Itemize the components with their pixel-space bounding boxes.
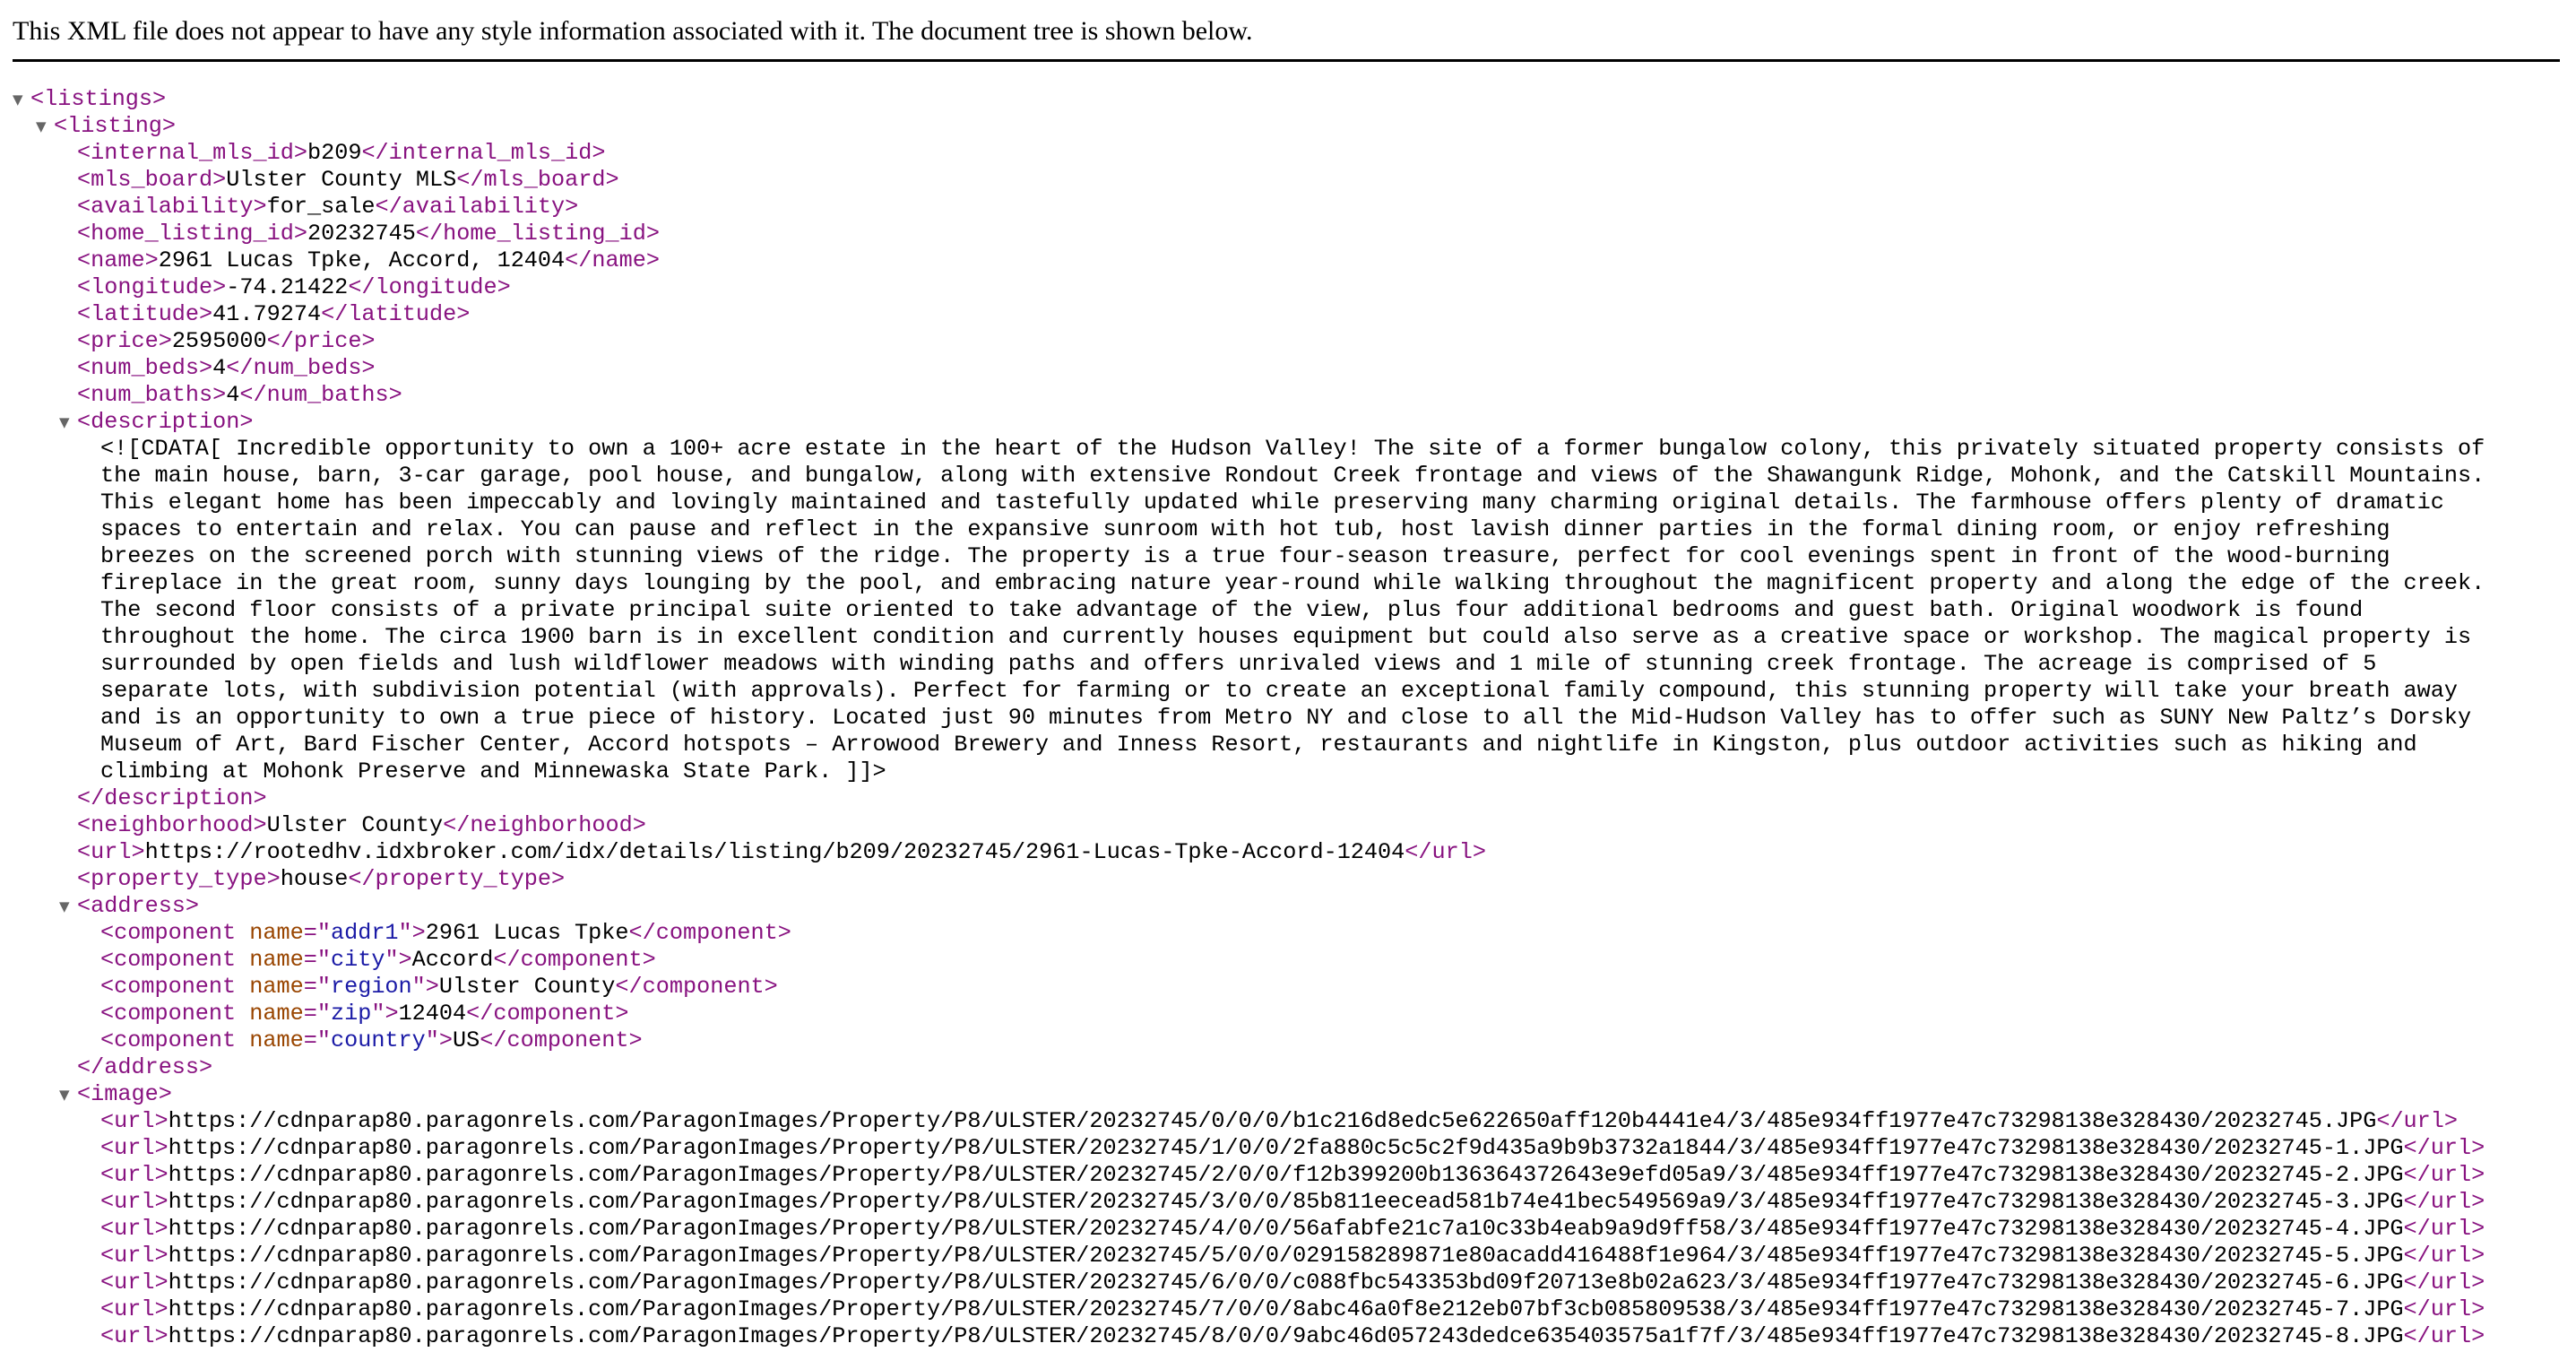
xml-line (100, 516, 2390, 543)
xml-line (100, 1027, 643, 1054)
xml-line (100, 490, 2444, 516)
xml-line (100, 651, 2376, 678)
xml-text-content: surrounded by open fields and lush wildflower meadows with winding paths and offers unrivaled views and 1 mile of stunning creek frontage. The acreage is comprised of 5 (100, 651, 2377, 677)
xml-attr-name: name (249, 947, 304, 973)
xml-text-content: https://cdnparap80.paragonrels.com/ParagonImages/Property/P8/ULSTER/20232745/6/0/0/c088fbc543353bd09f20713e8b02a623/3/485e934ff1977e47c73298138e328430/20232745-6.JPG (168, 1270, 2404, 1296)
xml-tag: "> (385, 947, 412, 973)
xml-text-content: Accord (411, 947, 494, 973)
xml-line (100, 1135, 2485, 1162)
xml-line (100, 1162, 2485, 1189)
xml-tag: =" (303, 947, 331, 973)
xml-tag: <neighborhood> (77, 812, 267, 838)
xml-text-content: b209 (307, 140, 362, 166)
xml-line (77, 194, 578, 221)
xml-tag: =" (303, 974, 331, 1000)
xml-text-content: Museum of Art, Bard Fischer Center, Accord hotspots – Arrowood Brewery and Inness Resort, restaurants and nightlife in Kingston, plus outdoor activities such as hiking and (100, 732, 2417, 758)
xml-text-content: Ulster County MLS (226, 167, 457, 193)
xml-tag: =" (303, 920, 331, 946)
xml-attr-name: name (249, 920, 304, 946)
xml-line (100, 705, 2471, 732)
xml-tag: <listing> (54, 113, 177, 139)
xml-text-content: 2961 Lucas Tpke (425, 920, 629, 946)
xml-text-content: 4 (226, 382, 240, 408)
xml-line (100, 597, 2363, 624)
xml-tag: </component> (480, 1027, 643, 1053)
xml-text-content: https://cdnparap80.paragonrels.com/ParagonImages/Property/P8/ULSTER/20232745/1/0/0/2fa880c5c5c2f9d435a9b9b3732a1844/3/485e934ff1977e47c73298138e328430/20232745-1.JPG (168, 1135, 2404, 1161)
xml-line (77, 140, 606, 167)
xml-tag: </url> (2376, 1108, 2459, 1134)
xml-tag: <mls_board> (77, 167, 227, 193)
xml-text-content: throughout the home. The circa 1900 barn is in excellent condition and currently houses equipment but could also serve as a creative space or workshop. The magical property is (100, 624, 2472, 650)
xml-tag: </num_baths> (239, 382, 402, 408)
xml-tag: <url> (100, 1189, 169, 1215)
xml-text-content: house (280, 866, 349, 892)
xml-tag: <internal_mls_id> (77, 140, 307, 166)
xml-line (77, 866, 565, 893)
xml-tag: </name> (565, 247, 660, 273)
xml-line (77, 274, 511, 301)
xml-line (100, 1001, 629, 1027)
xml-tag: </address> (77, 1054, 213, 1080)
xml-text-content: 2961 Lucas Tpke, Accord, 12404 (158, 247, 566, 273)
xml-line (100, 570, 2485, 597)
xml-tag: </mls_board> (456, 167, 619, 193)
xml-line (77, 839, 1486, 866)
xml-line (100, 920, 791, 947)
xml-tag: </component> (628, 920, 791, 946)
xml-text-content: https://cdnparap80.paragonrels.com/ParagonImages/Property/P8/ULSTER/20232745/3/0/0/85b811eecead581b74e41bec549569a9/3/485e934ff1977e47c73298138e328430/20232745-3.JPG (168, 1189, 2404, 1215)
xml-tag: "> (398, 920, 426, 946)
xml-text-content: climbing at Mohonk Preserve and Minnewaska State Park. ]]> (100, 758, 886, 784)
xml-tag: <description> (77, 409, 254, 435)
xml-tag: "> (425, 1027, 454, 1053)
xml-line (77, 409, 254, 436)
xml-tag: =" (303, 1001, 331, 1027)
xml-tag: </component> (466, 1001, 629, 1027)
xml-tag: <url> (100, 1323, 169, 1349)
collapse-toggle-icon[interactable]: ▼ (36, 118, 47, 134)
xml-tag: <component (100, 920, 250, 946)
xml-tag: </price> (266, 328, 376, 354)
xml-tag: </longitude> (348, 274, 511, 300)
xml-text-content: 41.79274 (212, 301, 322, 327)
xml-text-content: breezes on the screened porch with stunning views of the ridge. The property is a true four-season treasure, perfect for cool evenings spent in front of the wood-burning (100, 543, 2390, 569)
xml-text-content: and is an opportunity to own a true piece of history. Located just 90 minutes from Metro NY and close to all the Mid-Hudson Valley has to offer such as SUNY New Paltz’s Dorsky (100, 705, 2472, 731)
collapse-toggle-icon[interactable]: ▼ (59, 1087, 70, 1103)
xml-line (100, 1243, 2485, 1270)
xml-tag: </home_listing_id> (415, 221, 660, 247)
xml-tag: <component (100, 1027, 250, 1053)
xml-tag: </url> (2403, 1243, 2485, 1269)
xml-line (77, 167, 619, 194)
xml-line (77, 328, 376, 355)
no-style-info-message: This XML file does not appear to have any style information associated with it. The document tree is shown below. (13, 16, 1253, 46)
xml-tag: </url> (2403, 1162, 2485, 1188)
xml-tag: </internal_mls_id> (361, 140, 606, 166)
xml-tag: <image> (77, 1081, 172, 1107)
xml-text-content: for_sale (266, 194, 376, 220)
xml-text-content: https://cdnparap80.paragonrels.com/ParagonImages/Property/P8/ULSTER/20232745/0/0/0/b1c216d8edc5e622650aff120b4441e4/3/485e934ff1977e47c73298138e328430/20232745.JPG (168, 1108, 2377, 1134)
xml-line (100, 543, 2390, 570)
xml-line (30, 86, 166, 113)
xml-tag: <latitude> (77, 301, 213, 327)
xml-line (77, 893, 199, 920)
xml-line (100, 758, 886, 785)
xml-line (100, 1296, 2485, 1323)
xml-tag: <listings> (30, 86, 167, 112)
xml-text-content: https://cdnparap80.paragonrels.com/ParagonImages/Property/P8/ULSTER/20232745/8/0/0/9abc46d057243dedce635403575a1f7f/3/485e934ff1977e47c73298138e328430/20232745-8.JPG (168, 1323, 2404, 1349)
xml-tag: <url> (100, 1216, 169, 1242)
xml-line (77, 1054, 212, 1081)
xml-text-content: <![CDATA[ Incredible opportunity to own a 100+ acre estate in the heart of the Hudson Valley! The site of a former bungalow colony, this privately situated property consists of (100, 436, 2485, 462)
xml-text-content: https://rootedhv.idxbroker.com/idx/details/listing/b209/20232745/2961-Lucas-Tpke-Accord-12404 (144, 839, 1405, 865)
xml-tag: <component (100, 1001, 250, 1027)
xml-text-content: https://cdnparap80.paragonrels.com/ParagonImages/Property/P8/ULSTER/20232745/7/0/0/8abc46a0f8e212eb07bf3cb085809538/3/485e934ff1977e47c73298138e328430/20232745-7.JPG (168, 1296, 2404, 1322)
xml-tag: </latitude> (321, 301, 471, 327)
xml-tag: <url> (77, 839, 145, 865)
xml-text-content: This elegant home has been impeccably and lovingly maintained and tastefully updated while preserving many charming original details. The farmhouse offers plenty of dramatic (100, 490, 2444, 516)
xml-line (77, 812, 646, 839)
xml-attr-value: country (330, 1027, 426, 1053)
xml-line (100, 974, 778, 1001)
xml-line (77, 382, 402, 409)
xml-tag: </description> (77, 785, 267, 811)
xml-attr-name: name (249, 1027, 304, 1053)
xml-line (100, 678, 2458, 705)
xml-line (100, 1189, 2485, 1216)
xml-line (77, 355, 376, 382)
xml-text-content: https://cdnparap80.paragonrels.com/ParagonImages/Property/P8/ULSTER/20232745/2/0/0/f12b399200b136364372643e9efd05a9/3/485e934ff1977e47c73298138e328430/20232745-2.JPG (168, 1162, 2404, 1188)
xml-tag: </url> (2403, 1216, 2485, 1242)
xml-tag: <url> (100, 1296, 169, 1322)
xml-tag: </url> (2403, 1135, 2485, 1161)
xml-tag: </component> (493, 947, 656, 973)
xml-tag: <longitude> (77, 274, 227, 300)
xml-tag: "> (371, 1001, 399, 1027)
xml-tag: <home_listing_id> (77, 221, 307, 247)
xml-tag: <url> (100, 1108, 169, 1134)
xml-tag: </url> (2403, 1189, 2485, 1215)
xml-tag: </url> (2403, 1270, 2485, 1296)
xml-tag: <url> (100, 1270, 169, 1296)
xml-tag: <url> (100, 1135, 169, 1161)
xml-tag: </component> (615, 974, 778, 1000)
xml-line (100, 1323, 2485, 1350)
xml-tag: <price> (77, 328, 172, 354)
xml-tag: <url> (100, 1243, 169, 1269)
xml-tag: </url> (2403, 1323, 2485, 1349)
xml-line (100, 947, 656, 974)
xml-tag: </url> (2403, 1296, 2485, 1322)
xml-tag: </availability> (375, 194, 579, 220)
xml-attr-value: region (330, 974, 412, 1000)
xml-line (100, 1108, 2458, 1135)
xml-tag: <num_baths> (77, 382, 227, 408)
xml-line (100, 436, 2485, 463)
xml-attr-value: zip (330, 1001, 372, 1027)
xml-line (77, 301, 470, 328)
xml-line (77, 785, 267, 812)
xml-tag: </neighborhood> (443, 812, 646, 838)
xml-tag: <address> (77, 893, 200, 919)
xml-line (100, 1216, 2485, 1243)
xml-tag: =" (303, 1027, 331, 1053)
xml-line (77, 221, 660, 247)
xml-line (77, 1081, 172, 1108)
xml-tag: <num_beds> (77, 355, 213, 381)
xml-text-content: fireplace in the great room, sunny days lounging by the pool, and embracing nature year-round while walking throughout the magnificent property and along the edge of the creek. (100, 570, 2485, 596)
xml-text-content: -74.21422 (226, 274, 349, 300)
xml-text-content: the main house, barn, 3-car garage, pool house, and bungalow, along with extensive Rondout Creek frontage and views of the Shawangunk Ridge, Mohonk, and the Catskill Mountains. (100, 463, 2485, 489)
xml-text-content: spaces to entertain and relax. You can pause and reflect in the expansive sunroom with hot tub, host lavish dinner parties in the formal dining room, or enjoy refreshing (100, 516, 2390, 542)
xml-line (54, 113, 176, 140)
xml-tag: "> (411, 974, 439, 1000)
xml-attr-value: addr1 (330, 920, 399, 946)
xml-line (100, 463, 2485, 490)
collapse-toggle-icon[interactable]: ▼ (13, 91, 23, 108)
xml-text-content: Ulster County (438, 974, 616, 1000)
xml-line (77, 247, 660, 274)
xml-tag: </property_type> (348, 866, 566, 892)
xml-attr-value: city (330, 947, 385, 973)
xml-text-content: 20232745 (307, 221, 416, 247)
xml-text-content: https://cdnparap80.paragonrels.com/ParagonImages/Property/P8/ULSTER/20232745/4/0/0/56afabfe21c7a10c33b4eab9a9d9ff58/3/485e934ff1977e47c73298138e328430/20232745-4.JPG (168, 1216, 2404, 1242)
xml-text-content: The second floor consists of a private principal suite oriented to take advantage of the view, plus four additional bedrooms and guest bath. Original woodwork is found (100, 597, 2364, 623)
xml-line (100, 624, 2471, 651)
xml-tag: <availability> (77, 194, 267, 220)
xml-line (100, 732, 2417, 758)
xml-attr-name: name (249, 974, 304, 1000)
xml-text-content: 12404 (398, 1001, 467, 1027)
xml-line (100, 1270, 2485, 1296)
xml-text-content: https://cdnparap80.paragonrels.com/ParagonImages/Property/P8/ULSTER/20232745/5/0/0/029158289871e80acadd416488f1e964/3/485e934ff1977e47c73298138e328430/20232745-5.JPG (168, 1243, 2404, 1269)
xml-tag: <url> (100, 1162, 169, 1188)
xml-tag: <component (100, 974, 250, 1000)
collapse-toggle-icon[interactable]: ▼ (59, 898, 70, 914)
xml-text-content: separate lots, with subdivision potential (with approvals). Perfect for farming or to create an exceptional family compound, this stunning property will take your breath away (100, 678, 2459, 704)
collapse-toggle-icon[interactable]: ▼ (59, 414, 70, 430)
xml-attr-name: name (249, 1001, 304, 1027)
xml-tag: <property_type> (77, 866, 281, 892)
xml-tag: <component (100, 947, 250, 973)
xml-text-content: Ulster County (266, 812, 444, 838)
header-divider (13, 59, 2560, 62)
xml-tag: </num_beds> (226, 355, 376, 381)
xml-tag: </url> (1405, 839, 1486, 865)
xml-text-content: 4 (212, 355, 227, 381)
xml-text-content: US (453, 1027, 480, 1053)
xml-text-content: 2595000 (171, 328, 267, 354)
xml-tag: <name> (77, 247, 159, 273)
